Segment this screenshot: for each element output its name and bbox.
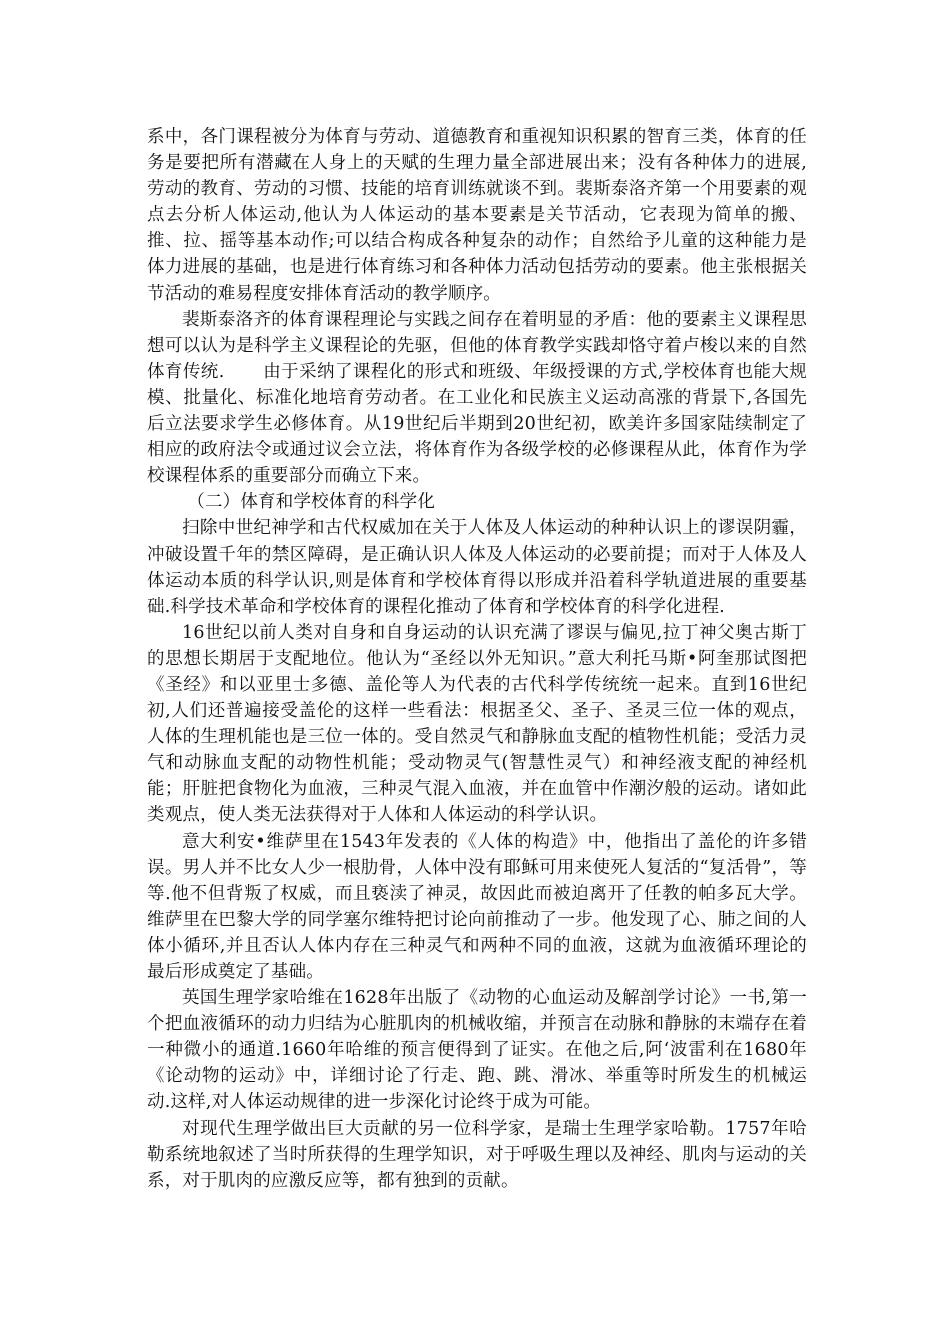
paragraph-vesalius: 意大利安•维萨里在1543年发表的《人体的构造》中，他指出了盖伦的许多错误。男人并不比女人少一根肋骨，人体中没有耶稣可用来使死人复活的“复活骨”，等等.他不但背叛了权威，而且亵渎了神灵，故因此而被迫离开了任教的帕多瓦大学。维萨里在巴黎大学的同学塞尔维特把讨论向前推动了一步。他发现了心、肺之间的人体小循环,并且否认人体内存在三种灵气和两种不同的血液，这就为血液循环理论的最后形成奠定了基础。 [147, 831, 807, 982]
paragraph-haller: 对现代生理学做出巨大贡献的另一位科学家，是瑞士生理学家哈勒。1757年哈勒系统地叙述了当时所获得的生理学知识，对于呼吸生理以及神经、肌肉与运动的关系，对于肌肉的应激反应等，都有独到的贡献。 [147, 1118, 807, 1191]
paragraph-galen-views: 16世纪以前人类对自身和自身运动的认识充满了谬误与偏见,拉丁神父奥古斯丁的思想长期居于支配地位。他认为“圣经以外无知识。”意大利托马斯•阿奎那试图把《圣经》和以亚里士多德、盖伦等人为代表的古代科学传统统一起来。直到16世纪初,人们还普遍接受盖伦的这样一些看法：根据圣父、圣子、圣灵三位一体的观点，人体的生理机能也是三位一体的。受自然灵气和静脉血支配的植物性机能；受活力灵气和动脉血支配的动物性机能；受动物灵气(智慧性灵气）和神经液支配的神经机能；肝脏把食物化为血液，三种灵气混入血液，并在血管中作潮汐般的运动。诸如此类观点，使人类无法获得对于人体和人体运动的科学认识。 [147, 622, 807, 826]
paragraph-pestalozzi-contradiction [147, 307, 807, 490]
section-heading-scientification: （二）体育和学校体育的科学化 [187, 492, 436, 513]
paragraph-compulsory-pe-text: 由于采纳了课程化的形式和班级、年级授课的方式,学校体育也能大规模、批量化、标准化地培育劳动者。在工业化和民族主义运动高涨的背景下,各国先后立法要求学生必修体育。从19世纪后半期到20世纪初，欧美许多国家陆续制定了相应的政府法令或通过议会立法，将体育作为各级学校的必修课程从此，体育作为学校课程体系的重要部分而确立下来。 [147, 361, 807, 487]
paragraph-harvey: 英国生理学家哈维在1628年出版了《动物的心血运动及解剖学讨论》一书,第一个把血液循环的动力归结为心脏肌肉的机械收缩，并预言在动脉和静脉的末端存在着一种微小的通道.1660年哈维的预言便得到了证实。在他之后,阿‘波雷利在1680年《论动物的运动》中，详细讨论了行走、跑、跳、滑冰、举重等时所发生的机械运动.这样,对人体运动规律的进一步深化讨论终于成为可能。 [147, 988, 807, 1113]
paragraph-pestalozzi-contradiction-text: 裴斯泰洛齐的体育课程理论与实践之间存在着明显的矛盾：他的要素主义课程思想可以认为是科学主义课程论的先驱，但他的体育教学实践却恪守着卢梭以来的自然体育传统. [147, 309, 807, 382]
paragraph-scientific-premise: 扫除中世纪神学和古代权威加在关于人体及人体运动的种种认识上的谬误阴霾，冲破设置千年的禁区障碍，是正确认识人体及人体运动的必要前提；而对于人体及人体运动本质的科学认识,则是体育和学校体育得以形成并沿着科学轨道进展的重要基础.科学技术革命和学校体育的课程化推动了体育和学校体育的科学化进程. [147, 518, 807, 617]
paragraph-pestalozzi-curriculum: 系中，各门课程被分为体育与劳动、道德教育和重视知识积累的智育三类，体育的任务是要把所有潜藏在人身上的天赋的生理力量全部进展出来；没有各种体力的进展,劳动的教育、劳动的习惯、技能的培育训练就谈不到。裴斯泰洛齐第一个用要素的观点去分析人体运动,他认为人体运动的基本要素是关节活动，它表现为简单的搬、推、拉、摇等基本动作;可以结合构成各种复杂的动作；自然给予儿童的这种能力是体力进展的基础，也是进行体育练习和各种体力活动包括劳动的要素。他主张根据关节活动的难易程度安排体育活动的教学顺序。 [147, 127, 807, 304]
document-page [147, 124, 807, 1194]
